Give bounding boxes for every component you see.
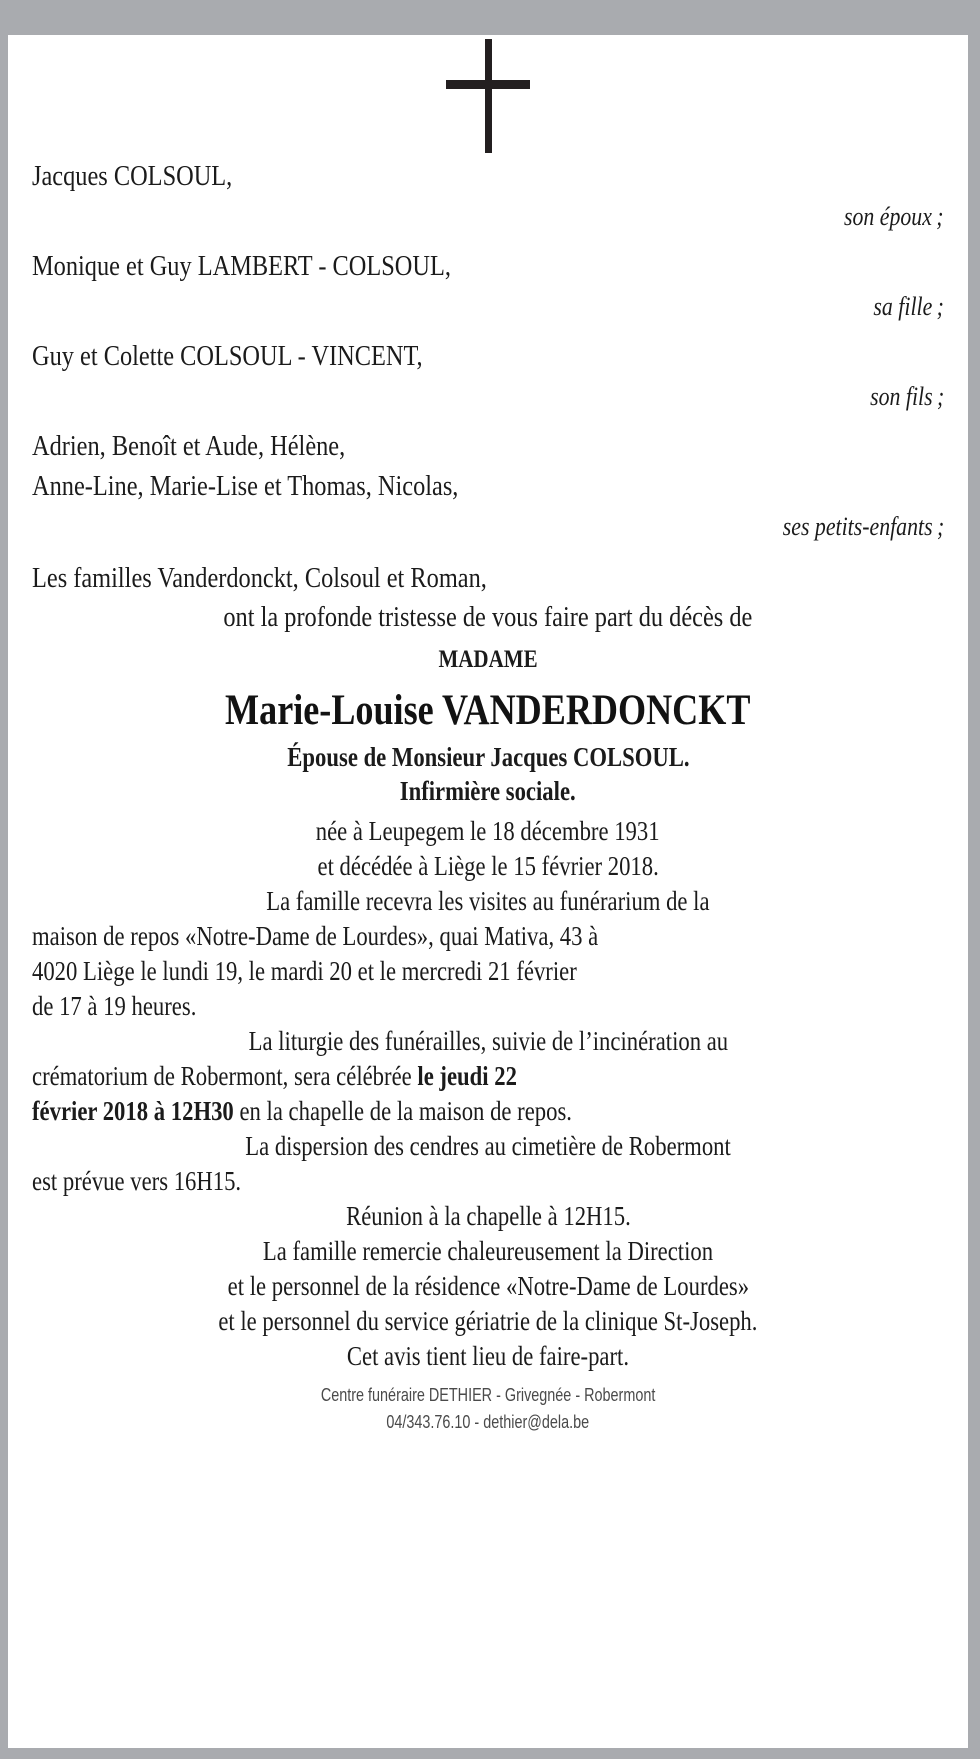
families-text: ont la profonde tristesse de vous faire part du décès de: [223, 601, 753, 633]
grandchildren-text: Anne-Line, Marie-Lise et Thomas, Nicolas,: [32, 470, 459, 502]
deceased-title-text: MADAME: [438, 646, 538, 673]
ashes-paragraph: [32, 1131, 944, 1201]
footer-company-text: Centre funéraire DETHIER - Grivegnée - Robermont: [320, 1385, 656, 1405]
closing-text: Cet avis tient lieu de faire-part.: [346, 1341, 630, 1371]
footer-contact-text[interactable]: 04/343.76.10 - dethier@dela.be: [386, 1412, 590, 1432]
deceased-full-name: [32, 686, 944, 736]
cross-vertical-bar: [485, 39, 492, 153]
deceased-full-name-text: Marie-Louise VANDERDONCKT: [225, 687, 751, 734]
grandchildren-line-1: [32, 432, 944, 468]
liturgy-paragraph: [32, 1026, 944, 1131]
liturgy-text: La liturgie des funérailles, suivie de l’incinération au: [248, 1026, 728, 1056]
grandchildren-line-2: [32, 472, 944, 508]
deceased-spouse-line: [32, 742, 944, 775]
survivor-relation-text: son fils ;: [869, 382, 944, 411]
liturgy-date-bold: février 2018 à 12H30: [32, 1096, 234, 1126]
thanks-text: La famille remercie chaleureusement la Direction: [262, 1236, 714, 1266]
survivor-relation-husband: [32, 204, 944, 238]
visits-text: La famille recevra les visites au funérarium de la: [266, 886, 710, 916]
liturgy-text: en la chapelle de la maison de repos.: [233, 1096, 572, 1126]
cross-horizontal-bar: [446, 80, 530, 89]
survivor-name-son: [32, 342, 944, 378]
deceased-spouse-text: Épouse de Monsieur Jacques COLSOUL.: [286, 742, 690, 772]
thanks-text: et le personnel de la résidence «Notre-Dame de Lourdes»: [227, 1271, 749, 1301]
visits-text: de 17 à 19 heures.: [32, 991, 197, 1021]
deceased-death-line: [32, 851, 944, 886]
liturgy-line-3: [32, 1096, 572, 1127]
gathering-text: Réunion à la chapelle à 12H15.: [345, 1201, 631, 1231]
deceased-death-text: et décédée à Liège le 15 février 2018.: [317, 851, 659, 881]
families-text: Les familles Vanderdonckt, Colsoul et Roman,: [32, 562, 487, 594]
survivor-name-text: Guy et Colette COLSOUL - VINCENT,: [32, 340, 423, 372]
gathering-paragraph: [32, 1201, 944, 1236]
ashes-text: est prévue vers 16H15.: [32, 1166, 242, 1196]
latin-cross-icon: [32, 37, 944, 162]
liturgy-line-2: [32, 1061, 517, 1092]
liturgy-text: crématorium de Robermont, sera célébrée: [32, 1061, 418, 1091]
survivor-name-daughter: [32, 252, 944, 288]
closing-paragraph: [32, 1341, 944, 1376]
deceased-profession-line: [32, 776, 944, 809]
families-line-1: [32, 562, 944, 599]
grandchildren-text: Adrien, Benoît et Aude, Hélène,: [32, 430, 346, 462]
families-announcement: [32, 562, 944, 638]
thanks-text: et le personnel du service gériatrie de la clinique St-Joseph.: [218, 1306, 758, 1336]
visits-text: 4020 Liège le lundi 19, le mardi 20 et le mercredi 21 février: [32, 956, 577, 986]
survivor-relation-grandchildren: [32, 514, 944, 548]
ashes-text: La dispersion des cendres au cimetière de Robermont: [245, 1131, 731, 1161]
deceased-birth-text: née à Leupegem le 18 décembre 1931: [316, 816, 660, 846]
deceased-title: [32, 646, 944, 678]
liturgy-date-bold: le jeudi 22: [417, 1061, 517, 1091]
survivor-name-text: Monique et Guy LAMBERT - COLSOUL,: [32, 250, 451, 282]
notice-content: [32, 35, 944, 1748]
survivor-relation-text: son époux ;: [844, 202, 944, 231]
footer-line-1: [32, 1382, 944, 1409]
thanks-paragraph: [32, 1236, 944, 1341]
visits-paragraph: [32, 886, 944, 1026]
survivor-name-husband: [32, 162, 944, 198]
survivors-list: [32, 162, 944, 548]
survivor-relation-son: [32, 384, 944, 418]
visits-text: maison de repos «Notre-Dame de Lourdes», quai Mativa, 43 à: [32, 921, 599, 951]
footer-line-2: [32, 1409, 944, 1436]
deceased-block: [32, 646, 944, 886]
survivor-relation-daughter: [32, 294, 944, 328]
survivor-relation-text: ses petits-enfants ;: [782, 512, 944, 541]
deceased-profession-text: Infirmière sociale.: [400, 776, 576, 806]
survivor-name-text: Jacques COLSOUL,: [32, 160, 233, 192]
survivor-relation-text: sa fille ;: [873, 292, 944, 321]
notice-sheet: [8, 35, 968, 1748]
deceased-birth-line: [32, 816, 944, 851]
families-line-2: [32, 601, 944, 638]
funeral-home-footer: [32, 1382, 944, 1436]
